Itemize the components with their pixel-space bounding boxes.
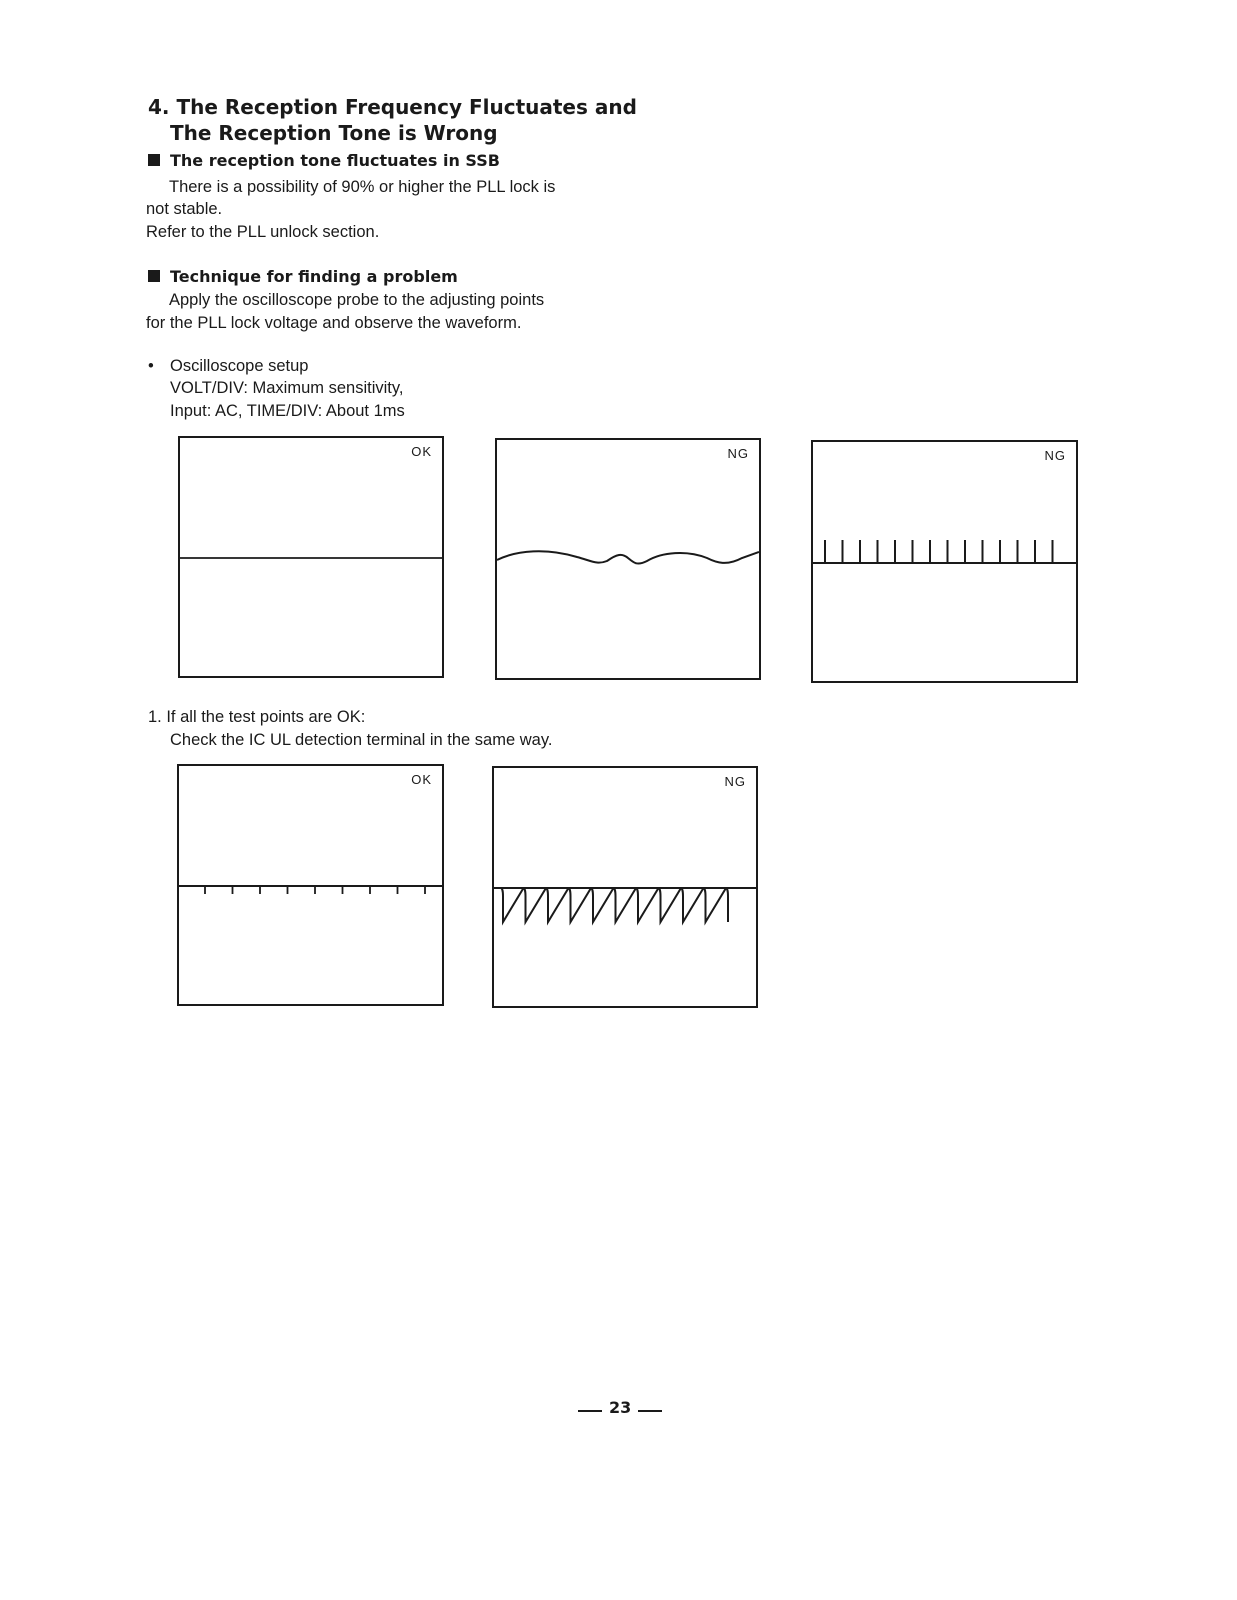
step1-line1: 1. If all the test points are OK:	[148, 708, 366, 726]
ssb-heading-text: The reception tone fluctuates in SSB	[170, 151, 500, 170]
technique-heading-text: Technique for finding a problem	[170, 267, 458, 286]
ssb-text-line1: There is a possibility of 90% or higher the PLL lock is	[169, 178, 556, 196]
section-title-line1: 4. The Reception Frequency Fluctuates and	[148, 95, 637, 119]
bullet-square-icon	[148, 270, 160, 282]
setup-line1: VOLT/DIV: Maximum sensitivity,	[170, 379, 404, 397]
technique-text-line1: Apply the oscilloscope probe to the adjusting points	[169, 291, 545, 309]
scope-ok-ul	[177, 764, 444, 1006]
scope-ng-wavy	[495, 438, 761, 680]
footer-dash-right	[638, 1410, 662, 1412]
scope-label: OK	[411, 444, 432, 459]
scope-label: NG	[1044, 448, 1066, 463]
scope-ok-pll	[178, 436, 444, 678]
waveform-large-downward-pulses	[494, 768, 756, 1006]
ssb-text-line3: Refer to the PLL unlock section.	[146, 223, 380, 241]
waveform-upward-spikes	[813, 442, 1076, 681]
waveform-small-downward-ticks	[179, 766, 442, 1004]
ssb-text-line2: not stable.	[146, 200, 223, 218]
technique-heading	[148, 266, 458, 288]
scope-label: OK	[411, 772, 432, 787]
technique-text-line2: for the PLL lock voltage and observe the waveform.	[146, 314, 522, 332]
setup-bullet: •	[148, 357, 154, 375]
scope-label: NG	[724, 774, 746, 789]
page-number: 23	[609, 1398, 632, 1417]
footer-dash-left	[578, 1410, 602, 1412]
scope-ng-spikes	[811, 440, 1078, 683]
setup-line2: Input: AC, TIME/DIV: About 1ms	[170, 402, 405, 420]
section-title-line2: The Reception Tone is Wrong	[170, 121, 498, 145]
scope-ng-ul	[492, 766, 758, 1008]
scope-label: NG	[727, 446, 749, 461]
waveform-wavy	[497, 440, 759, 678]
ssb-heading	[148, 150, 500, 172]
waveform-flat	[180, 438, 442, 676]
setup-title: Oscilloscope setup	[170, 357, 309, 375]
page-footer	[578, 1398, 664, 1422]
bullet-square-icon	[148, 154, 160, 166]
step1-line2: Check the IC UL detection terminal in the same way.	[170, 731, 553, 749]
pulse-trace	[494, 888, 728, 922]
